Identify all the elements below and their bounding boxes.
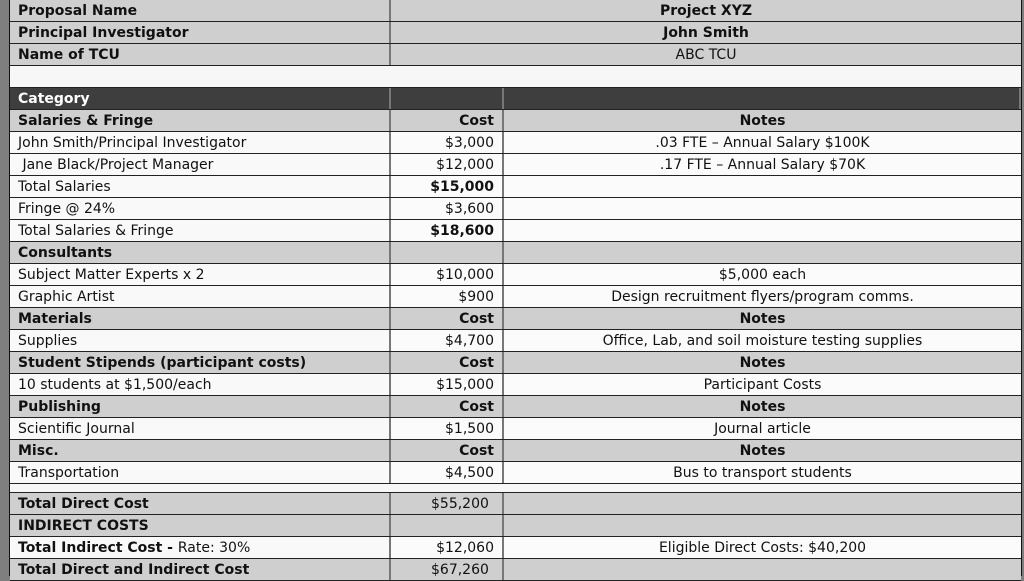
cost-cell: $12,000 [391, 154, 504, 175]
cost-cell: $4,500 [391, 462, 504, 483]
budget-table [9, 0, 1022, 576]
notes-cell: Office, Lab, and soil moisture testing supplies [504, 330, 1021, 351]
principal-investigator-label: Principal Investigator [10, 22, 391, 43]
total-salaries-row [10, 176, 1021, 198]
materials-header-row [10, 308, 1021, 330]
notes-cell [504, 176, 1021, 197]
indirect-header-row [10, 515, 1021, 537]
category-row [10, 88, 1021, 110]
stipends-header: Student Stipends (participant costs) [10, 352, 391, 373]
notes-cell [504, 220, 1021, 241]
misc-notes-header: Notes [739, 442, 786, 459]
notes-cell: Journal article [504, 418, 1021, 439]
item-cell: Subject Matter Experts x 2 [10, 264, 391, 285]
cost-cell: $3,000 [391, 132, 504, 153]
publishing-header: Publishing [10, 396, 391, 417]
notes-cell [504, 198, 1021, 219]
proposal-name-row [10, 0, 1021, 22]
total-direct-indirect-row [10, 559, 1021, 581]
table-row [10, 264, 1021, 286]
table-row [10, 330, 1021, 352]
notes-cell: .03 FTE – Annual Salary $100K [504, 132, 1021, 153]
spacer-row [10, 66, 1021, 88]
total-salaries-fringe-label: Total Salaries & Fringe [10, 220, 391, 241]
cost-cell: $1,500 [391, 418, 504, 439]
consultants-cost-header [391, 242, 504, 263]
notes-cell: $5,000 each [504, 264, 1021, 285]
total-salaries-cost: $15,000 [391, 176, 504, 197]
salaries-header-row [10, 110, 1021, 132]
total-indirect-row [10, 537, 1021, 559]
indirect-rate: Rate: 30% [177, 539, 251, 556]
tcu-name-value: ABC TCU [675, 46, 737, 63]
category-label: Category [10, 88, 391, 109]
tcu-name-row [10, 44, 1021, 66]
total-direct-indirect-label: Total Direct and Indirect Cost [10, 559, 391, 580]
misc-cost-header: Cost [391, 440, 504, 461]
notes-cell [504, 493, 1021, 514]
cost-cell: $900 [391, 286, 504, 307]
category-notes-cell [504, 88, 1021, 109]
cost-cell: $15,000 [391, 374, 504, 395]
fringe-cost: $3,600 [391, 198, 504, 219]
notes-cell [504, 559, 1021, 580]
misc-header: Misc. [10, 440, 391, 461]
cost-cell: $4,700 [391, 330, 504, 351]
item-cell: Scientific Journal [10, 418, 391, 439]
consultants-header: Consultants [10, 242, 391, 263]
item-cell: John Smith/Principal Investigator [10, 132, 391, 153]
total-salaries-label: Total Salaries [10, 176, 391, 197]
spacer-row [10, 484, 1021, 493]
consultants-notes-header [504, 242, 1021, 263]
fringe-label: Fringe @ 24% [10, 198, 391, 219]
consultants-header-row [10, 242, 1021, 264]
publishing-header-row [10, 396, 1021, 418]
materials-cost-header: Cost [391, 308, 504, 329]
notes-cell: Design recruitment flyers/program comms. [504, 286, 1021, 307]
misc-header-row [10, 440, 1021, 462]
item-cell: Transportation [10, 462, 391, 483]
total-direct-indirect-cost: $67,260 [391, 559, 504, 580]
item-cell: Graphic Artist [10, 286, 391, 307]
indirect-header: INDIRECT COSTS [10, 515, 391, 536]
spacer-cell [10, 66, 1021, 87]
item-cell: Jane Black/Project Manager [10, 154, 391, 175]
table-row [10, 286, 1021, 308]
total-indirect-cost: $12,060 [391, 537, 504, 558]
indirect-notes-cell [504, 515, 1021, 536]
publishing-notes-header: Notes [739, 398, 786, 415]
notes-cell: .17 FTE – Annual Salary $70K [504, 154, 1021, 175]
table-row [10, 132, 1021, 154]
indirect-cost-cell [391, 515, 504, 536]
spacer-cell [10, 484, 1021, 492]
stipends-header-row [10, 352, 1021, 374]
category-cost-cell [391, 88, 504, 109]
total-direct-row [10, 493, 1021, 515]
table-row [10, 462, 1021, 484]
salaries-header: Salaries & Fringe [10, 110, 391, 131]
total-direct-label: Total Direct Cost [10, 493, 391, 514]
principal-investigator-value: John Smith [663, 24, 749, 41]
total-indirect-notes: Eligible Direct Costs: $40,200 [504, 537, 1021, 558]
total-direct-cost: $55,200 [391, 493, 504, 514]
item-cell: 10 students at $1,500/each [10, 374, 391, 395]
stipends-notes-header: Notes [739, 354, 786, 371]
fringe-row [10, 198, 1021, 220]
total-indirect-label-cell [10, 537, 391, 558]
materials-notes-header: Notes [739, 310, 786, 327]
proposal-name-label: Proposal Name [10, 0, 391, 21]
tcu-name-label: Name of TCU [10, 44, 391, 65]
table-row [10, 154, 1021, 176]
notes-cell: Bus to transport students [504, 462, 1021, 483]
item-cell: Supplies [10, 330, 391, 351]
total-salaries-fringe-cost: $18,600 [391, 220, 504, 241]
salaries-notes-header: Notes [739, 112, 786, 129]
total-indirect-label: Total Indirect Cost - [18, 539, 178, 556]
cost-cell: $10,000 [391, 264, 504, 285]
proposal-name-value: Project XYZ [659, 2, 753, 19]
publishing-cost-header: Cost [391, 396, 504, 417]
notes-cell: Participant Costs [504, 374, 1021, 395]
salaries-cost-header: Cost [391, 110, 504, 131]
table-row [10, 374, 1021, 396]
materials-header: Materials [10, 308, 391, 329]
table-row [10, 418, 1021, 440]
principal-investigator-row [10, 22, 1021, 44]
stipends-cost-header: Cost [391, 352, 504, 373]
total-salaries-fringe-row [10, 220, 1021, 242]
